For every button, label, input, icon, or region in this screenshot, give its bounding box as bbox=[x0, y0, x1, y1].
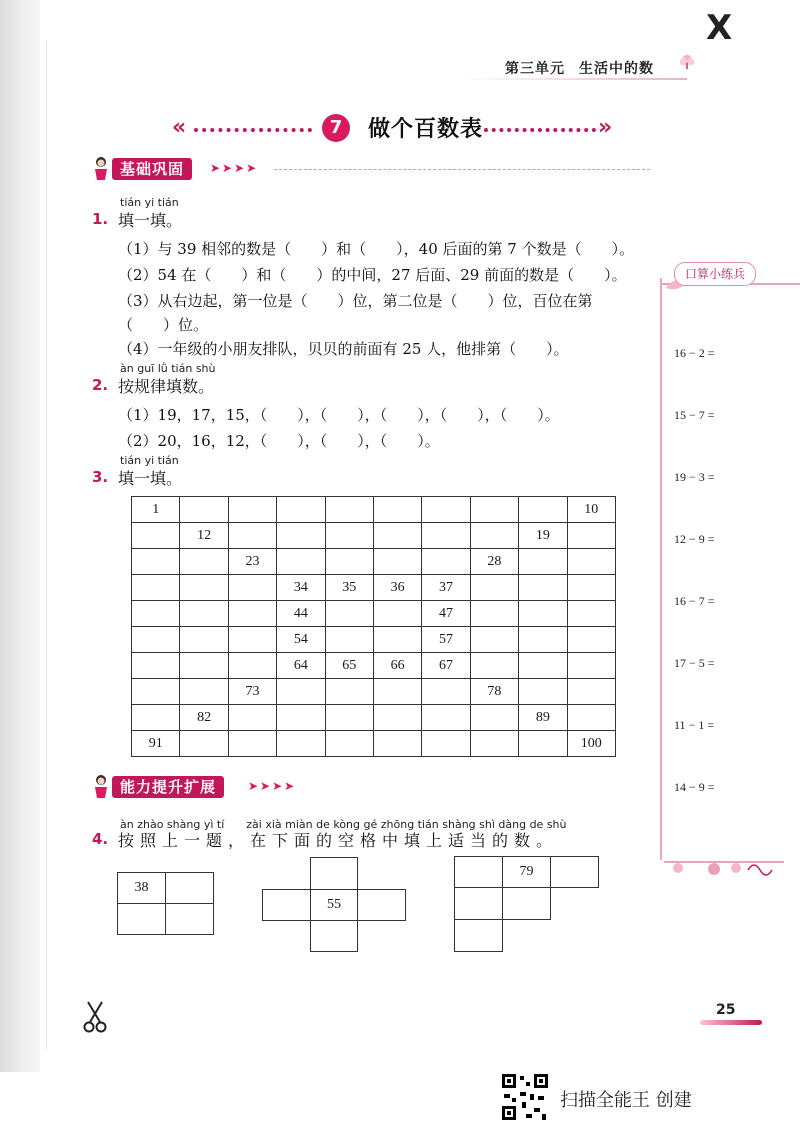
table-row bbox=[132, 653, 616, 679]
q2-pinyin: àn guī lǜ tián shù bbox=[120, 362, 216, 375]
table-cell-blank[interactable] bbox=[132, 679, 180, 705]
calc-item: 12 − 9 = bbox=[674, 532, 715, 546]
table-cell-blank[interactable] bbox=[277, 731, 325, 757]
table-row bbox=[132, 523, 616, 549]
table-cell-value: 37 bbox=[422, 575, 470, 601]
girl-icon bbox=[92, 774, 110, 800]
table-cell-blank[interactable] bbox=[228, 523, 276, 549]
table-cell-blank[interactable] bbox=[567, 523, 615, 549]
calc-item: 16 − 7 = bbox=[674, 594, 715, 608]
table-cell-value: 35 bbox=[325, 575, 373, 601]
table-cell-blank[interactable] bbox=[470, 653, 518, 679]
table-cell-value: 28 bbox=[470, 549, 518, 575]
table-cell-value: 12 bbox=[180, 523, 228, 549]
table-cell-blank[interactable] bbox=[567, 601, 615, 627]
calc-item: 19 − 3 = bbox=[674, 470, 715, 484]
unit-topic: 生活中的数 bbox=[579, 61, 654, 77]
table-cell-blank[interactable] bbox=[132, 601, 180, 627]
decorative-swirl-icon bbox=[664, 856, 784, 878]
table-cell-blank[interactable] bbox=[228, 575, 276, 601]
table-cell-value: 10 bbox=[567, 497, 615, 523]
table-cell-blank[interactable] bbox=[422, 523, 470, 549]
calc-item: 14 − 9 = bbox=[674, 780, 715, 794]
q4-shape1-cell-value: 38 bbox=[117, 872, 166, 904]
table-cell-blank[interactable] bbox=[373, 731, 421, 757]
table-cell-value: 44 bbox=[277, 601, 325, 627]
table-row bbox=[132, 679, 616, 705]
table-row bbox=[132, 627, 616, 653]
q1-title: 填一填。 bbox=[118, 211, 183, 230]
table-cell-blank[interactable] bbox=[132, 653, 180, 679]
q4-shape2-cell[interactable] bbox=[262, 889, 311, 921]
lesson-number-badge: 7 bbox=[322, 114, 350, 142]
table-cell-blank[interactable] bbox=[519, 627, 567, 653]
table-cell-blank[interactable] bbox=[180, 549, 228, 575]
q2-title: 按规律填数。 bbox=[118, 377, 215, 396]
chevron-left-icon: « bbox=[172, 115, 187, 140]
table-cell-blank[interactable] bbox=[519, 731, 567, 757]
title-dots-left bbox=[194, 128, 312, 136]
qr-code-icon bbox=[500, 1072, 550, 1122]
table-cell-blank[interactable] bbox=[132, 705, 180, 731]
q1-line-3-cont: （ ）位。 bbox=[118, 316, 209, 334]
arrows-icon: ➤➤➤➤ bbox=[210, 161, 259, 175]
table-cell-blank[interactable] bbox=[180, 575, 228, 601]
q3-pinyin: tián yi tián bbox=[120, 454, 179, 467]
table-cell-blank[interactable] bbox=[228, 731, 276, 757]
q3-title: 填一填。 bbox=[118, 469, 183, 488]
table-cell-blank[interactable] bbox=[519, 653, 567, 679]
table-cell-blank[interactable] bbox=[373, 497, 421, 523]
table-cell-blank[interactable] bbox=[132, 575, 180, 601]
mental-math-panel bbox=[660, 278, 800, 860]
table-cell-blank[interactable] bbox=[373, 549, 421, 575]
table-cell-blank[interactable] bbox=[422, 705, 470, 731]
q4-title: 按照上一题，在下面的空格中填上适当的数。 bbox=[118, 831, 559, 850]
book-spine-shadow bbox=[0, 0, 40, 1072]
table-cell-blank[interactable] bbox=[325, 705, 373, 731]
table-cell-blank[interactable] bbox=[373, 679, 421, 705]
table-cell-value: 54 bbox=[277, 627, 325, 653]
table-cell-blank[interactable] bbox=[180, 679, 228, 705]
table-cell-blank[interactable] bbox=[180, 653, 228, 679]
table-cell-blank[interactable] bbox=[470, 627, 518, 653]
table-cell-value: 64 bbox=[277, 653, 325, 679]
table-cell-blank[interactable] bbox=[470, 601, 518, 627]
table-cell-blank[interactable] bbox=[132, 627, 180, 653]
table-cell-blank[interactable] bbox=[470, 705, 518, 731]
table-cell-value: 47 bbox=[422, 601, 470, 627]
table-cell-value: 78 bbox=[470, 679, 518, 705]
table-cell-blank[interactable] bbox=[180, 497, 228, 523]
q2-line-1: （1）19，17，15，（ ），（ ），（ ），（ ），（ ）。 bbox=[118, 406, 560, 424]
q4-shape3-cell[interactable] bbox=[454, 919, 503, 952]
section-banner-basic bbox=[92, 158, 658, 182]
q1-pinyin: tián yi tián bbox=[120, 196, 179, 209]
table-cell-blank[interactable] bbox=[277, 679, 325, 705]
table-cell-blank[interactable] bbox=[373, 601, 421, 627]
table-cell-blank[interactable] bbox=[132, 549, 180, 575]
girl-icon bbox=[92, 156, 110, 182]
table-cell-blank[interactable] bbox=[567, 679, 615, 705]
q1-line-2: （2）54 在（ ）和（ ）的中间，27 后面、29 前面的数是（ ）。 bbox=[118, 266, 627, 284]
table-cell-value: 82 bbox=[180, 705, 228, 731]
margin-line bbox=[46, 40, 47, 1050]
q4-shape1-cell[interactable] bbox=[117, 903, 166, 935]
q3-number: 3. bbox=[92, 468, 109, 486]
table-cell-blank[interactable] bbox=[277, 705, 325, 731]
mental-math-title: 口算小练兵 bbox=[674, 262, 756, 286]
table-cell-blank[interactable] bbox=[228, 653, 276, 679]
table-cell-value: 36 bbox=[373, 575, 421, 601]
table-cell-blank[interactable] bbox=[422, 679, 470, 705]
header-underline bbox=[455, 78, 687, 80]
q4-shape2-cell-value: 55 bbox=[310, 889, 358, 921]
chevron-right-icon: » bbox=[598, 115, 613, 140]
table-cell-blank[interactable] bbox=[325, 549, 373, 575]
lesson-title: 做个百数表 bbox=[368, 117, 484, 142]
q4-shape2-cell[interactable] bbox=[310, 920, 358, 952]
calc-item: 11 − 1 = bbox=[674, 718, 715, 732]
flower-icon bbox=[678, 52, 696, 70]
table-cell-value: 66 bbox=[373, 653, 421, 679]
q1-line-3: （3）从右边起，第一位是（ ）位，第二位是（ ）位，百位在第 bbox=[118, 292, 593, 310]
calc-item: 17 − 5 = bbox=[674, 656, 715, 670]
table-cell-blank[interactable] bbox=[470, 523, 518, 549]
unit-header bbox=[505, 58, 654, 78]
table-cell-value: 73 bbox=[228, 679, 276, 705]
table-row bbox=[132, 575, 616, 601]
table-cell-value: 100 bbox=[567, 731, 615, 757]
section-label-extend: 能力提升扩展 bbox=[112, 776, 224, 798]
table-cell-blank[interactable] bbox=[325, 523, 373, 549]
q2-line-2: （2）20，16，12，（ ），（ ），（ ）。 bbox=[118, 432, 440, 450]
table-cell-blank[interactable] bbox=[519, 549, 567, 575]
hundred-table bbox=[131, 496, 616, 757]
corner-mark: X bbox=[706, 8, 733, 48]
table-cell-blank[interactable] bbox=[373, 627, 421, 653]
table-cell-blank[interactable] bbox=[325, 601, 373, 627]
table-cell-blank[interactable] bbox=[180, 627, 228, 653]
table-cell-blank[interactable] bbox=[132, 523, 180, 549]
q4-shape3-cell[interactable] bbox=[502, 887, 551, 920]
table-cell-value: 23 bbox=[228, 549, 276, 575]
table-cell-blank[interactable] bbox=[277, 549, 325, 575]
table-cell-blank[interactable] bbox=[325, 731, 373, 757]
q4-shape1-cell[interactable] bbox=[165, 872, 214, 904]
table-cell-blank[interactable] bbox=[519, 497, 567, 523]
table-cell-value: 65 bbox=[325, 653, 373, 679]
q4-shape3-cell-value: 79 bbox=[502, 856, 551, 888]
table-cell-blank[interactable] bbox=[373, 523, 421, 549]
arrows-icon: ➤➤➤➤ bbox=[248, 779, 297, 793]
q4-shape2-cell[interactable] bbox=[357, 889, 406, 921]
section-banner-extend bbox=[92, 776, 658, 800]
q4-shape3-cell[interactable] bbox=[454, 887, 503, 920]
table-cell-blank[interactable] bbox=[180, 601, 228, 627]
banner-trail bbox=[274, 169, 650, 171]
table-cell-blank[interactable] bbox=[228, 705, 276, 731]
page-number-bar bbox=[700, 1020, 762, 1025]
table-cell-blank[interactable] bbox=[325, 497, 373, 523]
page-number: 25 bbox=[716, 1002, 736, 1018]
table-cell-blank[interactable] bbox=[277, 523, 325, 549]
q1-number: 1. bbox=[92, 210, 109, 228]
table-cell-blank[interactable] bbox=[519, 601, 567, 627]
table-row bbox=[132, 705, 616, 731]
unit-label: 第三单元 bbox=[505, 61, 565, 77]
q2-number: 2. bbox=[92, 376, 109, 394]
table-cell-blank[interactable] bbox=[470, 731, 518, 757]
table-cell-blank[interactable] bbox=[228, 497, 276, 523]
q4-number: 4. bbox=[92, 830, 109, 848]
table-cell-blank[interactable] bbox=[519, 575, 567, 601]
q4-shape3-cell[interactable] bbox=[454, 856, 503, 888]
calc-item: 16 − 2 = bbox=[674, 346, 715, 360]
table-cell-blank[interactable] bbox=[422, 731, 470, 757]
table-cell-blank[interactable] bbox=[228, 601, 276, 627]
table-cell-value: 57 bbox=[422, 627, 470, 653]
lesson-title-row bbox=[172, 112, 622, 146]
section-label-basic: 基础巩固 bbox=[112, 158, 192, 180]
q4-shape2-cell[interactable] bbox=[310, 857, 358, 890]
table-cell-value: 34 bbox=[277, 575, 325, 601]
q1-line-1: （1）与 39 相邻的数是（ ）和（ ），40 后面的第 7 个数是（ ）。 bbox=[118, 240, 635, 258]
table-cell-value: 1 bbox=[132, 497, 180, 523]
scanner-watermark: 扫描全能王 创建 bbox=[560, 1090, 692, 1111]
table-cell-blank[interactable] bbox=[422, 497, 470, 523]
table-cell-value: 91 bbox=[132, 731, 180, 757]
table-cell-blank[interactable] bbox=[373, 705, 421, 731]
table-cell-blank[interactable] bbox=[567, 549, 615, 575]
q4-pinyin: àn zhào shàng yì tí zài xià miàn de kòng gé zhōng tián shàng shì dàng de shù bbox=[120, 818, 567, 831]
table-cell-blank[interactable] bbox=[519, 679, 567, 705]
table-cell-blank[interactable] bbox=[277, 497, 325, 523]
table-cell-blank[interactable] bbox=[325, 627, 373, 653]
calc-item: 15 − 7 = bbox=[674, 408, 715, 422]
table-cell-value: 19 bbox=[519, 523, 567, 549]
table-cell-value: 89 bbox=[519, 705, 567, 731]
table-cell-blank[interactable] bbox=[567, 705, 615, 731]
table-cell-blank[interactable] bbox=[422, 549, 470, 575]
title-dots-right bbox=[484, 128, 596, 136]
table-cell-blank[interactable] bbox=[180, 731, 228, 757]
q4-shape3-cell[interactable] bbox=[550, 856, 599, 888]
table-row bbox=[132, 497, 616, 523]
scissors-icon bbox=[82, 1000, 108, 1034]
table-cell-blank[interactable] bbox=[567, 627, 615, 653]
table-row bbox=[132, 601, 616, 627]
table-row bbox=[132, 731, 616, 757]
table-cell-blank[interactable] bbox=[228, 627, 276, 653]
table-cell-blank[interactable] bbox=[470, 575, 518, 601]
q4-shape1-cell[interactable] bbox=[165, 903, 214, 935]
table-cell-blank[interactable] bbox=[325, 679, 373, 705]
table-row bbox=[132, 549, 616, 575]
table-cell-value: 67 bbox=[422, 653, 470, 679]
table-cell-blank[interactable] bbox=[567, 575, 615, 601]
q1-line-4: （4）一年级的小朋友排队，贝贝的前面有 25 人，他排第（ ）。 bbox=[118, 340, 569, 358]
table-cell-blank[interactable] bbox=[567, 653, 615, 679]
table-cell-blank[interactable] bbox=[470, 497, 518, 523]
